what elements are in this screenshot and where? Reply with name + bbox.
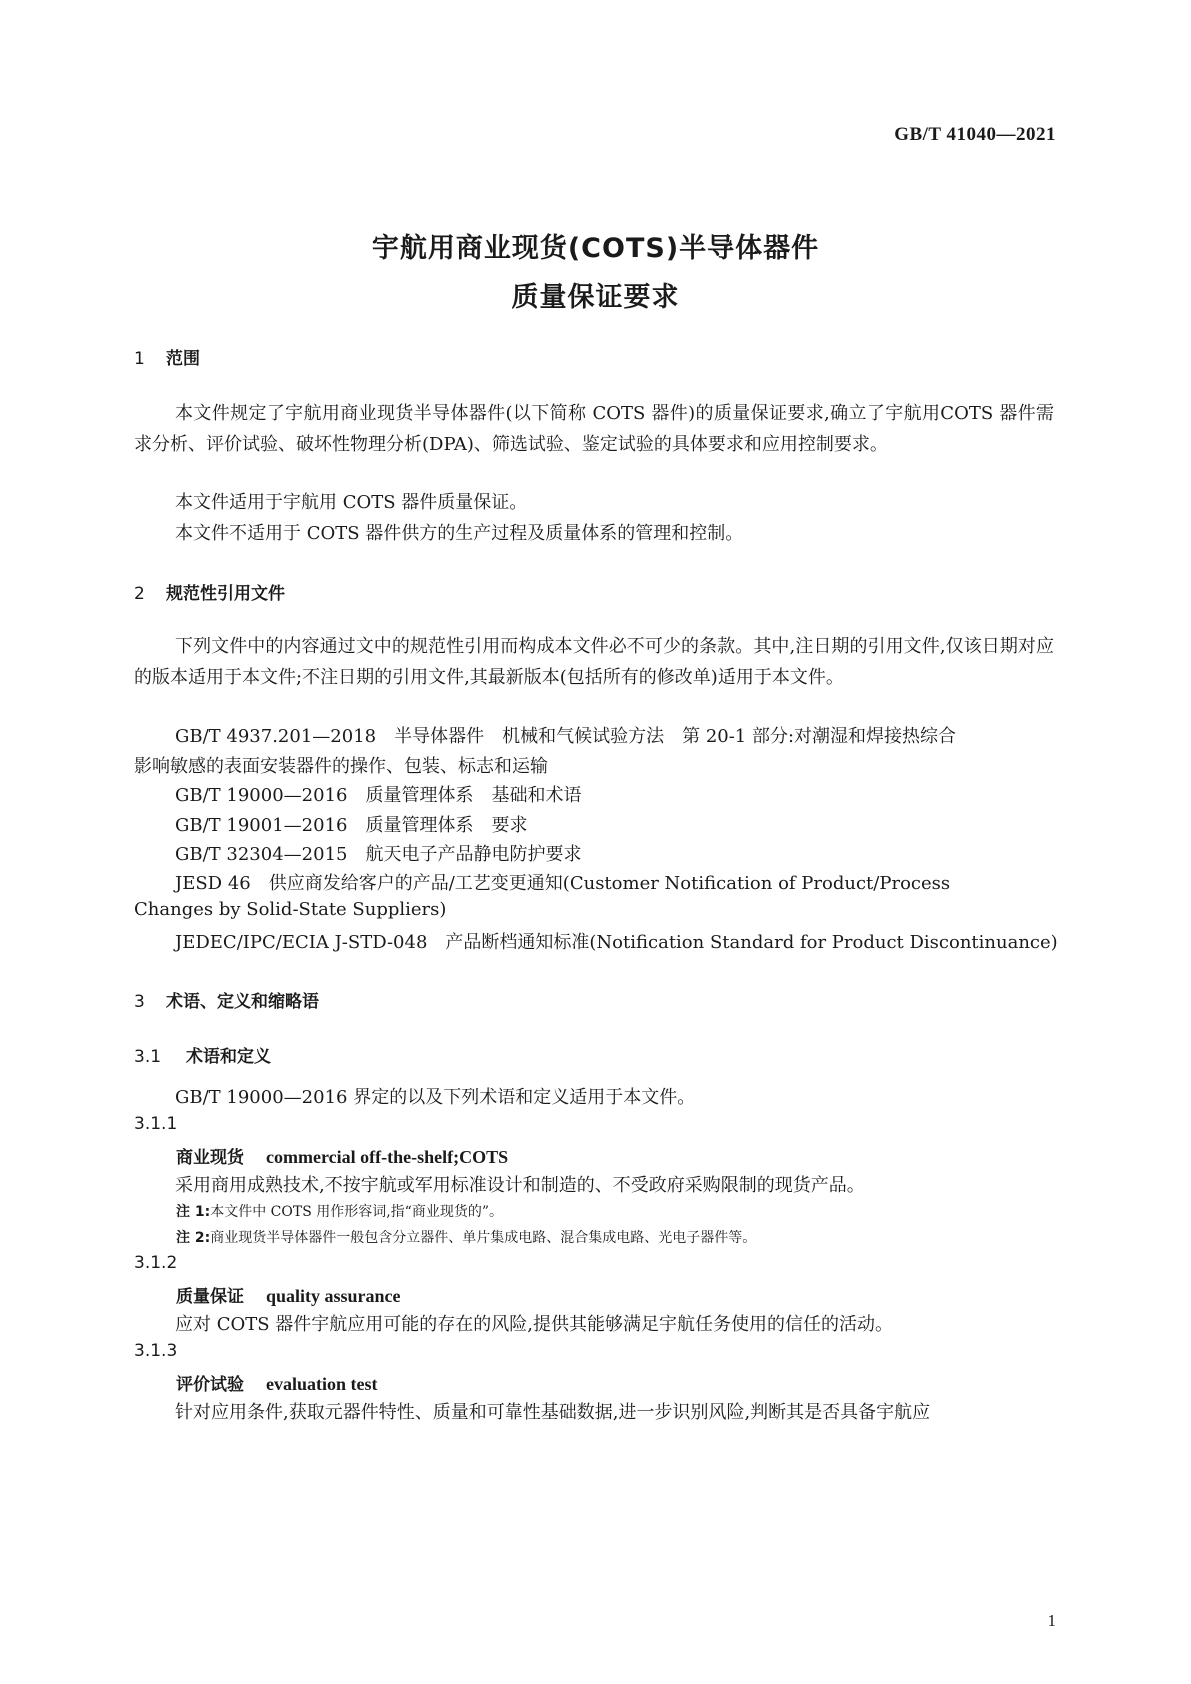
page-number: 1	[1047, 1611, 1056, 1630]
term-zh: 评价试验	[176, 1375, 244, 1395]
section-2-intro: 下列文件中的内容通过文中的规范性引用而构成本文件必不可少的条款。其中,注日期的引用文件,仅该日期对应的版本适用于本文件;不注日期的引用文件,其最新版本(包括所有的修改单)适用于本文件。	[134, 636, 1054, 688]
note-text: 商业现货半导体器件一般包含分立器件、单片集成电路、混合集成电路、光电子器件等。	[210, 1230, 757, 1246]
reference-item: JESD 46 供应商发给客户的产品/工艺变更通知(Customer Notification of Product/Process	[175, 873, 951, 894]
term-definition: 应对 COTS 器件宇航应用可能的存在的风险,提供其能够满足宇航任务使用的信任的活动。	[175, 1314, 894, 1335]
reference-item: JEDEC/IPC/ECIA J-STD-048 产品断档通知标准(Notification Standard for Product Discontinuance)	[175, 932, 1058, 953]
note-label: 注 1:	[176, 1204, 211, 1220]
term-definition: 采用商用成熟技术,不按宇航或军用标准设计和制造的、不受政府采购限制的现货产品。	[175, 1175, 865, 1196]
section-3-intro: GB/T 19000—2016 界定的以及下列术语和定义适用于本文件。	[175, 1087, 696, 1108]
term-note	[176, 1227, 756, 1247]
reference-item: GB/T 32304—2015 航天电子产品静电防护要求	[175, 844, 582, 865]
section-3-heading	[134, 987, 319, 1012]
term-en: evaluation test	[266, 1374, 378, 1394]
term-number: 3.1.2	[134, 1253, 178, 1273]
term-zh: 质量保证	[176, 1287, 244, 1307]
note-label: 注 2:	[176, 1230, 211, 1246]
term-heading	[176, 1370, 378, 1395]
section-title: 术语、定义和缩略语	[166, 992, 319, 1012]
section-title: 范围	[166, 349, 200, 369]
section-1-paragraph-1: 本文件规定了宇航用商业现货半导体器件(以下简称 COTS 器件)的质量保证要求,确立了宇航用COTS 器件需求分析、评价试验、破坏性物理分析(DPA)、筛选试验、鉴定试验的具体要求和应用控制要求。	[134, 403, 1054, 455]
note-text: 本文件中 COTS 用作形容词,指“商业现货的”。	[210, 1204, 504, 1220]
reference-item-continued: 影响敏感的表面安装器件的操作、包装、标志和运输	[134, 756, 548, 777]
reference-item-continued: Changes by Solid-State Suppliers)	[134, 899, 447, 920]
section-1-paragraph-3: 本文件不适用于 COTS 器件供方的生产过程及质量体系的管理和控制。	[175, 523, 744, 544]
term-en: commercial off-the-shelf;COTS	[266, 1147, 509, 1167]
reference-item: GB/T 19001—2016 质量管理体系 要求	[175, 815, 528, 836]
term-zh: 商业现货	[176, 1148, 244, 1168]
term-note	[176, 1201, 503, 1221]
section-title: 规范性引用文件	[166, 584, 285, 604]
standard-code: GB/T 41040—2021	[894, 124, 1056, 145]
section-1-heading	[134, 344, 200, 369]
subsection-number: 3.1	[134, 1047, 162, 1067]
subsection-title: 术语和定义	[186, 1047, 271, 1067]
reference-item: GB/T 4937.201—2018 半导体器件 机械和气候试验方法 第 20-1 部分:对潮湿和焊接热综合	[175, 726, 957, 747]
term-heading	[176, 1143, 508, 1168]
reference-item: GB/T 19000—2016 质量管理体系 基础和术语	[175, 785, 582, 806]
section-number: 2	[134, 584, 145, 604]
document-title-line2: 质量保证要求	[511, 282, 680, 313]
section-number: 3	[134, 992, 145, 1012]
term-en: quality assurance	[266, 1286, 401, 1306]
document-title-line1: 宇航用商业现货(COTS)半导体器件	[371, 233, 820, 264]
term-number: 3.1.1	[134, 1114, 178, 1134]
subsection-3-1-heading	[134, 1042, 271, 1067]
section-number: 1	[134, 349, 145, 369]
section-2-heading	[134, 579, 285, 604]
term-definition: 针对应用条件,获取元器件特性、质量和可靠性基础数据,进一步识别风险,判断其是否具备宇航应	[175, 1402, 931, 1423]
section-1-paragraph-2: 本文件适用于宇航用 COTS 器件质量保证。	[175, 492, 528, 513]
term-number: 3.1.3	[134, 1341, 178, 1361]
term-heading	[176, 1282, 401, 1307]
